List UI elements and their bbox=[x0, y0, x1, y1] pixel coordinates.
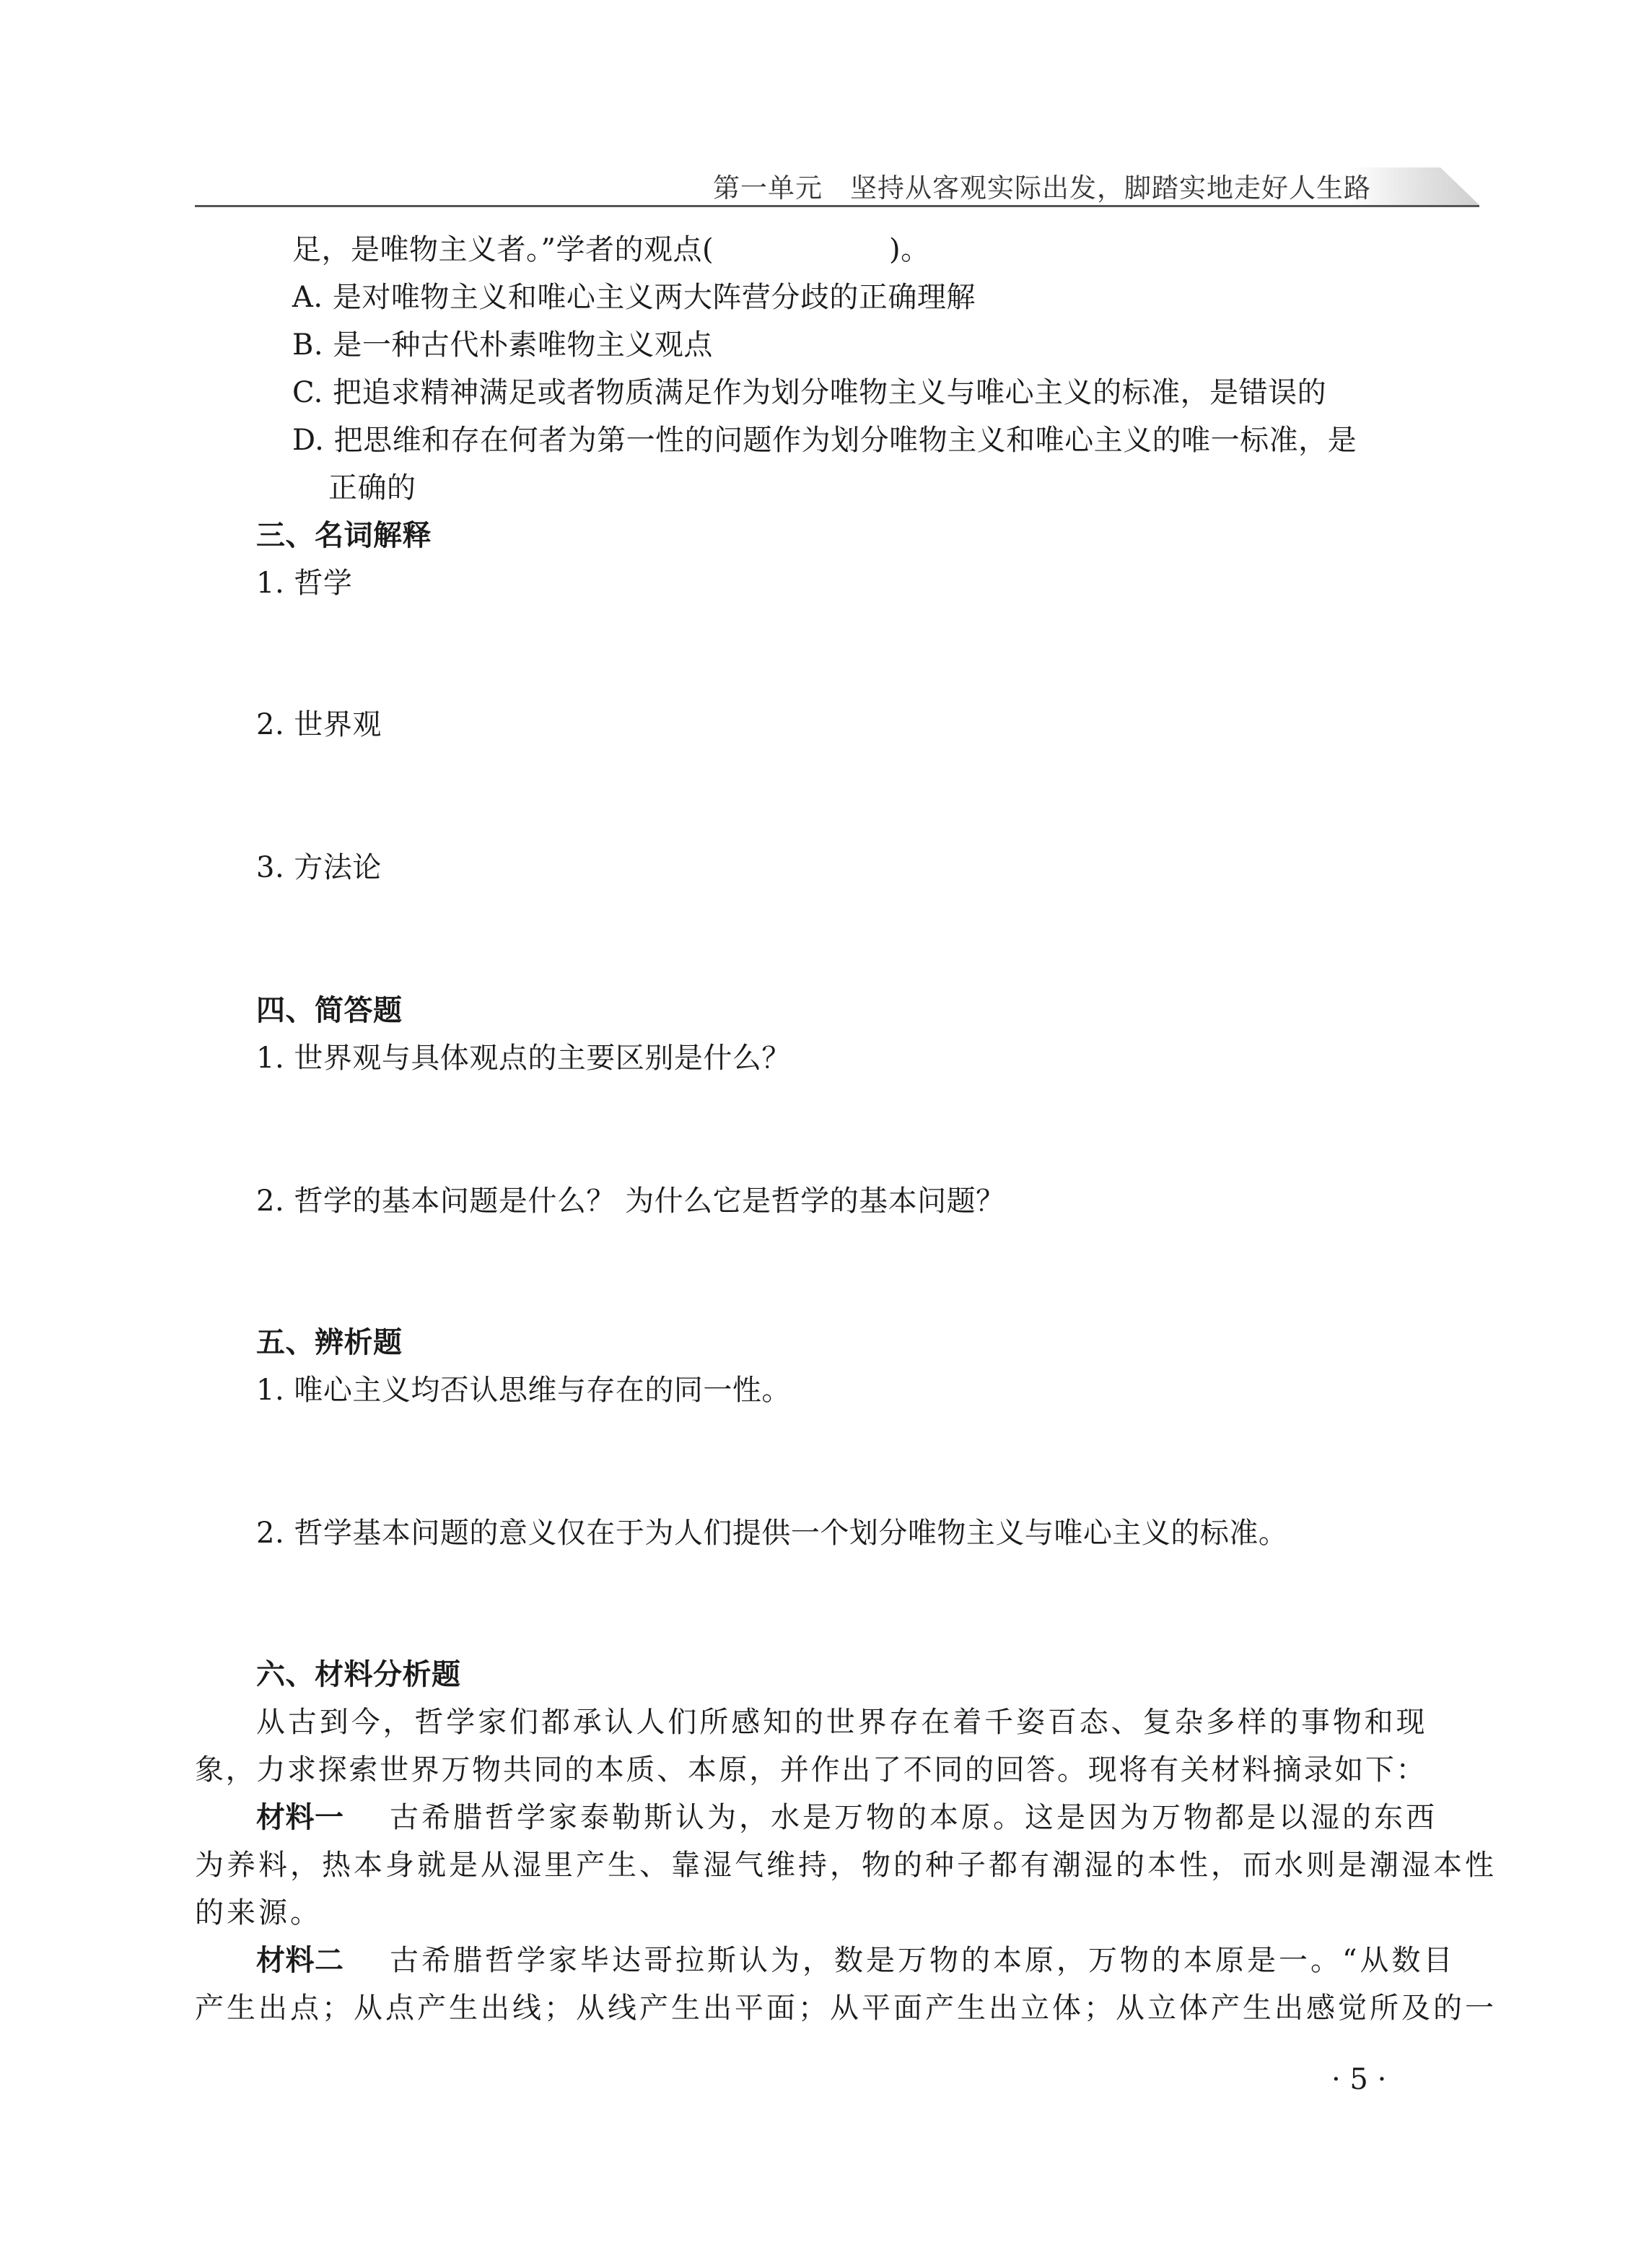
material-1-line-3: 的来源。 bbox=[195, 1896, 322, 1929]
option-c: C. 把追求精神满足或者物质满足作为划分唯物主义与唯心主义的标准，是错误的 bbox=[292, 376, 1327, 409]
short-answer-2: 2. 哲学的基本问题是什么？ 为什么它是哲学的基本问题？ bbox=[256, 1185, 1005, 1218]
section-6-heading: 六、材料分析题 bbox=[256, 1658, 461, 1691]
material-1-line-1: 古希腊哲学家泰勒斯认为，水是万物的本原。这是因为万物都是以湿的东西 bbox=[390, 1801, 1437, 1834]
section-4-heading: 四、简答题 bbox=[256, 994, 403, 1027]
term-methodology: 3. 方法论 bbox=[256, 851, 382, 884]
section-5-heading: 五、辨析题 bbox=[256, 1326, 403, 1359]
header-rule bbox=[195, 205, 1479, 207]
material-1-label: 材料一 bbox=[256, 1801, 344, 1834]
material-intro-line-1: 从古到今，哲学家们都承认人们所感知的世界存在着千姿百态、复杂多样的事物和现 bbox=[256, 1706, 1425, 1739]
option-b: B. 是一种古代朴素唯物主义观点 bbox=[292, 328, 713, 362]
short-answer-1: 1. 世界观与具体观点的主要区别是什么？ bbox=[256, 1042, 791, 1075]
term-worldview: 2. 世界观 bbox=[256, 708, 382, 741]
running-header bbox=[195, 160, 1479, 211]
material-1-line-2: 为养料，热本身就是从湿里产生、靠湿气维持，物的种子都有潮湿的本性，而水则是潮湿本性 bbox=[195, 1849, 1497, 1882]
analysis-1: 1. 唯心主义均否认思维与存在的同一性。 bbox=[256, 1374, 791, 1407]
option-a: A. 是对唯物主义和唯心主义两大阵营分歧的正确理解 bbox=[292, 281, 976, 314]
option-d-cont: 正确的 bbox=[328, 471, 416, 505]
material-2-label: 材料二 bbox=[256, 1944, 344, 1977]
unit-title: 第一单元 坚持从客观实际出发，脚踏实地走好人生路 bbox=[713, 173, 1371, 204]
analysis-2: 2. 哲学基本问题的意义仅在于为人们提供一个划分唯物主义与唯心主义的标准。 bbox=[256, 1517, 1288, 1550]
material-2-line-2: 产生出点；从点产生出线；从线产生出平面；从平面产生出立体；从立体产生出感觉所及的一 bbox=[195, 1992, 1497, 2025]
material-2-line-1: 古希腊哲学家毕达哥拉斯认为，数是万物的本原，万物的本原是一。“从数目 bbox=[390, 1944, 1456, 1977]
material-intro-line-2: 象，力求探索世界万物共同的本质、本原，并作出了不同的回答。现将有关材料摘录如下： bbox=[195, 1753, 1425, 1787]
question-stem-end: 足，是唯物主义者。”学者的观点( )。 bbox=[292, 233, 930, 266]
page-number: · 5 · bbox=[1331, 2063, 1387, 2096]
term-philosophy: 1. 哲学 bbox=[256, 567, 353, 600]
section-3-heading: 三、名词解释 bbox=[256, 519, 432, 552]
option-d: D. 把思维和存在何者为第一性的问题作为划分唯物主义和唯心主义的唯一标准，是 bbox=[292, 424, 1357, 457]
